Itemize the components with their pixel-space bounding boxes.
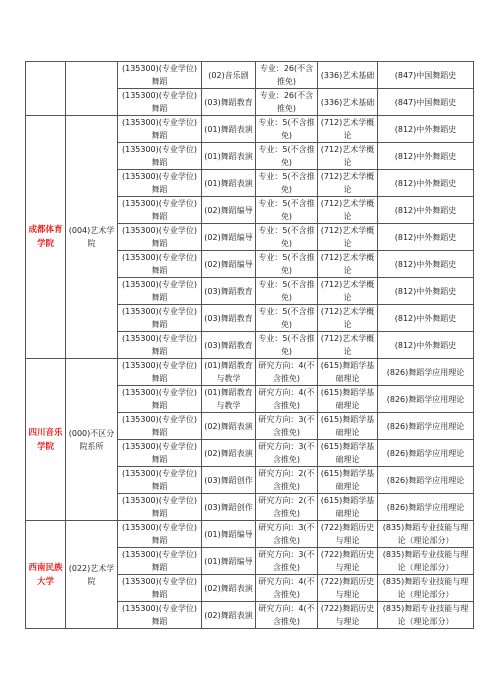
direction-cell: (02)舞蹈表演	[202, 440, 256, 467]
table-body	[26, 62, 474, 629]
exam-subject-2-cell: (826)舞蹈学应用理论	[378, 440, 474, 467]
major-cell: (135300)(专业学位)舞蹈	[118, 359, 202, 386]
direction-cell: (02)舞蹈表演	[202, 575, 256, 602]
major-cell: (135300)(专业学位)舞蹈	[118, 575, 202, 602]
department-cell: (000)不区分院系所	[66, 359, 118, 521]
major-cell: (135300)(专业学位)舞蹈	[118, 548, 202, 575]
exam-subject-1-cell: (712)艺术学概论	[318, 332, 378, 359]
quota-cell: 专业：5(不含推免)	[256, 197, 318, 224]
quota-cell: 研究方向：3(不含推免)	[256, 413, 318, 440]
exam-subject-2-cell: (812)中外舞蹈史	[378, 197, 474, 224]
table-row	[26, 62, 474, 89]
major-cell: (135300)(专业学位)舞蹈	[118, 89, 202, 116]
direction-cell: (02)舞蹈表演	[202, 413, 256, 440]
major-cell: (135300)(专业学位)舞蹈	[118, 602, 202, 629]
major-cell: (135300)(专业学位)舞蹈	[118, 332, 202, 359]
direction-cell: (01)舞蹈教育与教学	[202, 359, 256, 386]
table-row	[26, 116, 474, 143]
exam-subject-1-cell: (722)舞蹈历史与理论	[318, 548, 378, 575]
exam-subject-2-cell: (812)中外舞蹈史	[378, 143, 474, 170]
quota-cell: 专业：5(不含推免)	[256, 143, 318, 170]
admissions-table	[25, 61, 474, 629]
direction-cell: (03)舞蹈创作	[202, 494, 256, 521]
department-cell: (004)艺术学院	[66, 116, 118, 359]
direction-cell: (01)舞蹈表演	[202, 116, 256, 143]
quota-cell: 研究方向：3(不含推免)	[256, 548, 318, 575]
exam-subject-1-cell: (712)艺术学概论	[318, 305, 378, 332]
exam-subject-2-cell: (812)中外舞蹈史	[378, 305, 474, 332]
exam-subject-1-cell: (615)舞蹈学基础理论	[318, 359, 378, 386]
major-cell: (135300)(专业学位)舞蹈	[118, 197, 202, 224]
exam-subject-2-cell: (835)舞蹈专业技能与理论（理论部分）	[378, 548, 474, 575]
major-cell: (135300)(专业学位)舞蹈	[118, 386, 202, 413]
exam-subject-1-cell: (712)艺术学概论	[318, 116, 378, 143]
exam-subject-1-cell: (722)舞蹈历史与理论	[318, 602, 378, 629]
quota-cell: 专业：5(不含推免)	[256, 224, 318, 251]
exam-subject-2-cell: (812)中外舞蹈史	[378, 224, 474, 251]
exam-subject-1-cell: (615)舞蹈学基础理论	[318, 467, 378, 494]
quota-cell: 专业：5(不含推免)	[256, 116, 318, 143]
major-cell: (135300)(专业学位)舞蹈	[118, 116, 202, 143]
table-row	[26, 521, 474, 548]
direction-cell: (02)舞蹈编导	[202, 197, 256, 224]
direction-cell: (03)舞蹈教育	[202, 89, 256, 116]
exam-subject-2-cell: (812)中外舞蹈史	[378, 116, 474, 143]
major-cell: (135300)(专业学位)舞蹈	[118, 305, 202, 332]
admissions-table-page	[25, 61, 473, 629]
school-name-cell: 西南民族大学	[26, 521, 66, 629]
exam-subject-1-cell: (712)艺术学概论	[318, 170, 378, 197]
quota-cell: 专业：26(不含推免)	[256, 89, 318, 116]
department-cell: (022)艺术学院	[66, 521, 118, 629]
major-cell: (135300)(专业学位)舞蹈	[118, 467, 202, 494]
exam-subject-2-cell: (812)中外舞蹈史	[378, 332, 474, 359]
exam-subject-1-cell: (712)艺术学概论	[318, 197, 378, 224]
quota-cell: 专业：5(不含推免)	[256, 278, 318, 305]
quota-cell: 研究方向：4(不含推免)	[256, 386, 318, 413]
exam-subject-1-cell: (336)艺术基础	[318, 89, 378, 116]
direction-cell: (02)音乐剧	[202, 62, 256, 89]
major-cell: (135300)(专业学位)舞蹈	[118, 251, 202, 278]
exam-subject-2-cell: (847)中国舞蹈史	[378, 62, 474, 89]
direction-cell: (01)舞蹈表演	[202, 143, 256, 170]
exam-subject-1-cell: (615)舞蹈学基础理论	[318, 494, 378, 521]
quota-cell: 研究方向：4(不含推免)	[256, 575, 318, 602]
direction-cell: (02)舞蹈编导	[202, 251, 256, 278]
direction-cell: (02)舞蹈表演	[202, 602, 256, 629]
exam-subject-2-cell: (812)中外舞蹈史	[378, 278, 474, 305]
major-cell: (135300)(专业学位)舞蹈	[118, 494, 202, 521]
direction-cell: (01)舞蹈编导	[202, 548, 256, 575]
direction-cell: (03)舞蹈教育	[202, 332, 256, 359]
exam-subject-2-cell: (826)舞蹈学应用理论	[378, 494, 474, 521]
major-cell: (135300)(专业学位)舞蹈	[118, 278, 202, 305]
exam-subject-2-cell: (835)舞蹈专业技能与理论（理论部分）	[378, 602, 474, 629]
exam-subject-2-cell: (835)舞蹈专业技能与理论（理论部分）	[378, 575, 474, 602]
quota-cell: 研究方向：4(不含推免)	[256, 602, 318, 629]
exam-subject-1-cell: (712)艺术学概论	[318, 278, 378, 305]
direction-cell: (01)舞蹈编导	[202, 521, 256, 548]
exam-subject-1-cell: (722)舞蹈历史与理论	[318, 575, 378, 602]
exam-subject-2-cell: (835)舞蹈专业技能与理论（理论部分）	[378, 521, 474, 548]
exam-subject-2-cell: (826)舞蹈学应用理论	[378, 386, 474, 413]
major-cell: (135300)(专业学位)舞蹈	[118, 62, 202, 89]
quota-cell: 研究方向：3(不含推免)	[256, 440, 318, 467]
school-name-cell	[26, 62, 66, 116]
exam-subject-2-cell: (826)舞蹈学应用理论	[378, 359, 474, 386]
direction-cell: (03)舞蹈创作	[202, 467, 256, 494]
exam-subject-2-cell: (826)舞蹈学应用理论	[378, 413, 474, 440]
direction-cell: (01)舞蹈教育与教学	[202, 386, 256, 413]
exam-subject-1-cell: (712)艺术学概论	[318, 224, 378, 251]
direction-cell: (03)舞蹈教育	[202, 278, 256, 305]
quota-cell: 研究方向：4(不含推免)	[256, 359, 318, 386]
quota-cell: 专业：5(不含推免)	[256, 251, 318, 278]
major-cell: (135300)(专业学位)舞蹈	[118, 521, 202, 548]
direction-cell: (01)舞蹈表演	[202, 170, 256, 197]
exam-subject-1-cell: (712)艺术学概论	[318, 251, 378, 278]
major-cell: (135300)(专业学位)舞蹈	[118, 413, 202, 440]
school-name-cell: 四川音乐学院	[26, 359, 66, 521]
department-cell	[66, 62, 118, 116]
quota-cell: 专业：5(不含推免)	[256, 170, 318, 197]
exam-subject-2-cell: (826)舞蹈学应用理论	[378, 467, 474, 494]
exam-subject-1-cell: (336)艺术基础	[318, 62, 378, 89]
exam-subject-2-cell: (812)中外舞蹈史	[378, 251, 474, 278]
direction-cell: (02)舞蹈编导	[202, 224, 256, 251]
quota-cell: 研究方向：2(不含推免)	[256, 467, 318, 494]
quota-cell: 研究方向：2(不含推免)	[256, 494, 318, 521]
major-cell: (135300)(专业学位)舞蹈	[118, 440, 202, 467]
exam-subject-2-cell: (847)中国舞蹈史	[378, 89, 474, 116]
exam-subject-2-cell: (812)中外舞蹈史	[378, 170, 474, 197]
table-row	[26, 359, 474, 386]
exam-subject-1-cell: (615)舞蹈学基础理论	[318, 413, 378, 440]
exam-subject-1-cell: (712)艺术学概论	[318, 143, 378, 170]
school-name-cell: 成都体育学院	[26, 116, 66, 359]
quota-cell: 专业：5(不含推免)	[256, 332, 318, 359]
major-cell: (135300)(专业学位)舞蹈	[118, 224, 202, 251]
quota-cell: 专业：26(不含推免)	[256, 62, 318, 89]
direction-cell: (03)舞蹈教育	[202, 305, 256, 332]
major-cell: (135300)(专业学位)舞蹈	[118, 143, 202, 170]
exam-subject-1-cell: (722)舞蹈历史与理论	[318, 521, 378, 548]
quota-cell: 研究方向：3(不含推免)	[256, 521, 318, 548]
exam-subject-1-cell: (615)舞蹈学基础理论	[318, 440, 378, 467]
quota-cell: 专业：5(不含推免)	[256, 305, 318, 332]
exam-subject-1-cell: (615)舞蹈学基础理论	[318, 386, 378, 413]
major-cell: (135300)(专业学位)舞蹈	[118, 170, 202, 197]
